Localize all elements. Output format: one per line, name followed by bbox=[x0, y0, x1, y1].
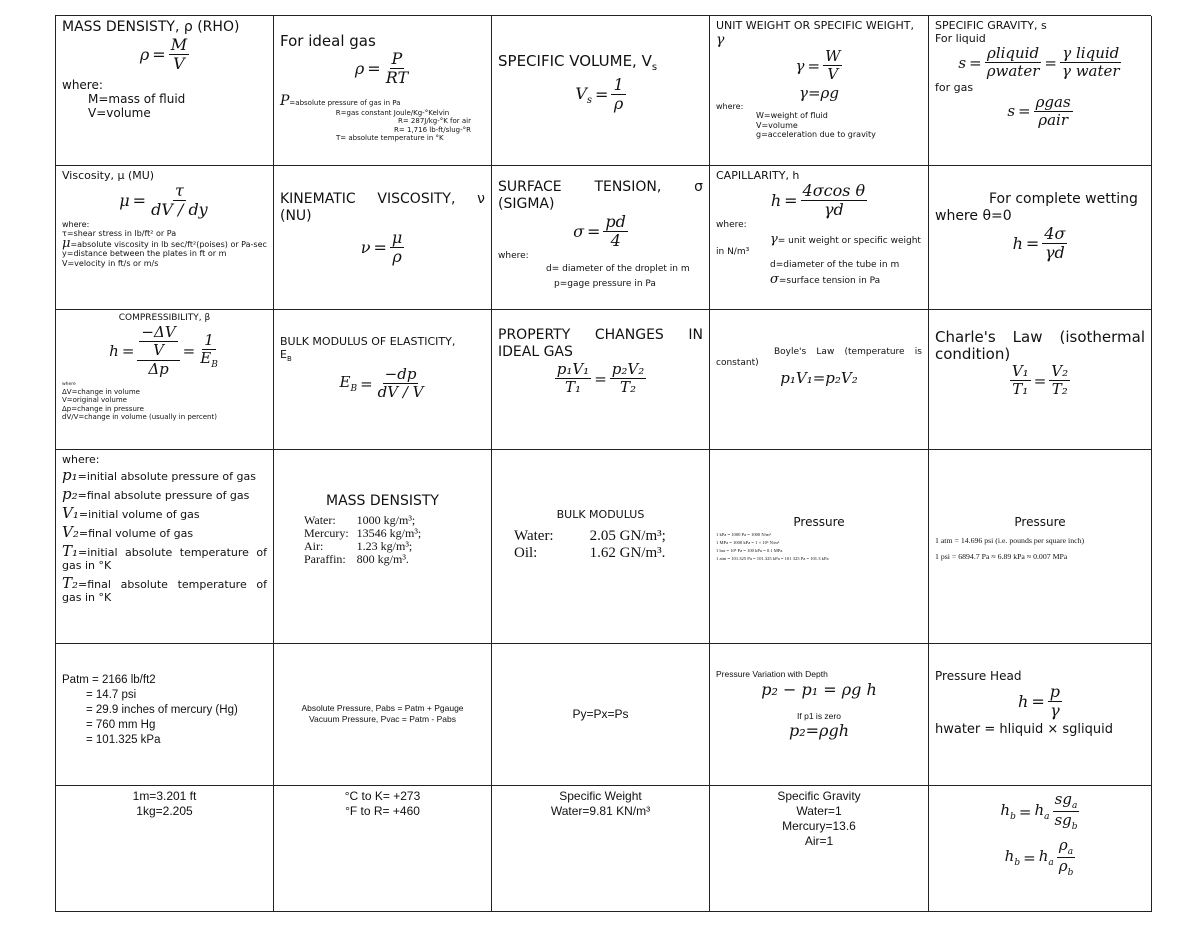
formula-sheet bbox=[55, 15, 1151, 914]
definition: T₂=final absolute temperature of gas in °K bbox=[62, 574, 267, 604]
table-row: Oil: 1.62 GN/m³. bbox=[514, 545, 666, 561]
definition: R=gas constant Joule/Kg-°Kelvin bbox=[335, 108, 450, 117]
formula: $h_b$ = $h_a$ $\frac{sg_a}{sg_b}$ bbox=[1000, 790, 1078, 833]
values-table bbox=[304, 514, 429, 566]
cell-pressure-imperial bbox=[929, 450, 1152, 644]
cell-specific-gravity-values bbox=[710, 786, 929, 912]
formula: $h_b$ = $h_a$ $\frac{\rho_a}{\rho_b}$ bbox=[1004, 835, 1074, 879]
conversion-line: 1kg=2.205 bbox=[136, 804, 193, 818]
note: If p1 is zero bbox=[797, 711, 841, 721]
definition: 1 atm = 101.325 Pa = 101.325 kPa = 101 325 Pa = 101.3 kPa bbox=[716, 556, 829, 561]
pressure-line: = 29.9 inches of mercury (Hg) bbox=[86, 704, 238, 716]
fraction: $\frac{\text{V₁}}{\text{T₁}}$ bbox=[1011, 362, 1029, 399]
formula: μ = $\frac{\tau}{dV / dy}$ bbox=[119, 181, 208, 220]
definition: R= 1,716 lb-ft/slug-°R bbox=[394, 125, 471, 134]
cell-title: BULK MODULUS bbox=[556, 508, 645, 521]
where-label: where: bbox=[62, 219, 90, 229]
definition: V=velocity in ft/s or m/s bbox=[62, 258, 159, 268]
value: Water=9.81 KN/m³ bbox=[550, 804, 651, 818]
value: Mercury=13.6 bbox=[782, 819, 856, 833]
table-row: Mercury: 13546 kg/m³; bbox=[304, 526, 422, 540]
value: Air=1 bbox=[804, 834, 834, 848]
definition: 1 atm = 14.696 psi (i.e. pounds per square inch) bbox=[935, 536, 1085, 545]
cell-title: For ideal gas bbox=[280, 32, 376, 50]
cell-unit-weight bbox=[710, 16, 929, 166]
fraction: $\frac{\text{p₁V₁}}{\text{T₁}}$ bbox=[556, 360, 590, 397]
definition: 1 bar = 10⁵ Pa = 100 kPa = 0.1 MPa bbox=[716, 548, 783, 553]
cell-title: MASS DENSISTY, ρ (RHO) bbox=[62, 19, 240, 35]
label: for gas bbox=[935, 80, 974, 94]
definition: p=gage pressure in Pa bbox=[554, 278, 656, 289]
cell-specific-gravity bbox=[929, 16, 1152, 166]
cell-head-conversion bbox=[929, 786, 1152, 912]
fraction: $\frac{p}{\gamma}$ bbox=[1049, 682, 1060, 721]
definition: d=diameter of the tube in m bbox=[770, 259, 900, 270]
definition: Vacuum Pressure, Pvac = Patm - Pabs bbox=[309, 714, 456, 724]
conversion-line: °F to R= +460 bbox=[345, 804, 420, 818]
cell-title: PROPERTY CHANGES IN IDEAL GAS bbox=[498, 327, 703, 360]
cell-title: Boyle's Law (temperature is constant) bbox=[716, 347, 922, 368]
cell-title: Pressure bbox=[1014, 515, 1066, 529]
cell-bulk-modulus-values bbox=[492, 450, 710, 644]
label: For liquid bbox=[935, 32, 986, 45]
pressure-line: Patm = 2166 lb/ft2 bbox=[62, 674, 156, 686]
formula: s = $\frac{\text{ρliquid}}{\text{ρwater}}$ = $\frac{\text{γ liquid}}{\text{γ water}}$ bbox=[958, 44, 1120, 81]
definition: p₁=initial absolute pressure of gas bbox=[62, 466, 256, 484]
definition: Absolute Pressure, Pabs = Patm + Pgauge bbox=[301, 703, 464, 713]
definition: Δp=change in pressure bbox=[62, 404, 144, 413]
definition: V=original volume bbox=[62, 396, 127, 405]
fraction: $\frac{1}{\rho}$ bbox=[613, 75, 624, 114]
definition: V=volume bbox=[88, 105, 151, 120]
cell-gas-definitions bbox=[56, 450, 274, 644]
cell-capillarity bbox=[710, 166, 929, 310]
formula: $E_B$ = $\frac{-dp}{dV / V}$ bbox=[339, 365, 424, 402]
where-label: where: bbox=[716, 101, 744, 111]
formula-grid bbox=[55, 15, 1151, 912]
pressure-line: = 101.325 kPa bbox=[86, 734, 161, 746]
table-row: Paraffin: 800 kg/m³. bbox=[304, 552, 409, 566]
formula: h = $\frac{\frac{-\Delta V}{V}}{\Delta p}$ = $\frac{1}{E_B}$ bbox=[109, 323, 218, 378]
definition: p₂=final absolute pressure of gas bbox=[62, 485, 250, 503]
cell-title: SPECIFIC VOLUME, $V_s$ bbox=[498, 52, 658, 73]
formula: $V_s$ = $\frac{1}{\rho}$ bbox=[575, 75, 624, 114]
cell-surface-tension bbox=[492, 166, 710, 310]
cell-title: SPECIFIC GRAVITY, s bbox=[935, 19, 1047, 32]
definition: M=mass of fluid bbox=[88, 91, 186, 106]
cell-title-symbol: $E_B$ bbox=[280, 348, 292, 364]
definition: 1 MPa = 1000 kPa = 1 × 10⁶ N/m² bbox=[716, 540, 780, 545]
fraction: $\frac{pd}{4}$ bbox=[605, 212, 626, 251]
formula: $\frac{\text{V₁}}{\text{T₁}}$ = $\frac{\text{V₂}}{\text{T₂}}$ bbox=[1011, 362, 1069, 399]
formula: p₂=ρgh bbox=[788, 721, 849, 740]
cell-charles-law bbox=[929, 310, 1152, 450]
table-row: Air: 1.23 kg/m³; bbox=[304, 539, 413, 553]
fraction: $\frac{\text{p₂V₂}}{\text{T₂}}$ bbox=[611, 360, 645, 397]
definition: V=volume bbox=[756, 120, 798, 130]
fraction: $\frac{W}{V}$ bbox=[825, 47, 841, 84]
equation: Py=Px=Ps bbox=[572, 707, 629, 721]
where-label: where: bbox=[498, 250, 529, 261]
cell-ideal-gas bbox=[274, 16, 492, 166]
table-row: Water: 2.05 GN/m³; bbox=[514, 528, 666, 544]
formula: s = $\frac{\text{ρgas}}{\text{ρair}}$ bbox=[1007, 92, 1071, 129]
cell-specific-volume bbox=[492, 16, 710, 166]
pressure-line: = 760 mm Hg bbox=[86, 719, 156, 731]
formula: h = $\frac{4\sigma}{\gamma d}$ bbox=[1012, 224, 1066, 263]
definition: γ= unit weight or specific weight in N/m³ bbox=[716, 231, 921, 257]
formula: ρ = $\frac{P}{RT}$ bbox=[354, 49, 409, 88]
formula: ν = $\frac{\mu}{\rho}$ bbox=[360, 228, 403, 267]
definition: P=absolute pressure of gas in Pa bbox=[280, 92, 401, 109]
formula: $\frac{\text{p₁V₁}}{\text{T₁}}$ = $\frac{\text{p₂V₂}}{\text{T₂}}$ bbox=[556, 360, 645, 397]
cell-pressure-si bbox=[710, 450, 929, 644]
definition: dV/V=change in volume (usually in percent) bbox=[62, 413, 217, 422]
fraction: $\frac{\text{γ liquid}}{\text{γ water}}$ bbox=[1061, 44, 1120, 81]
table-row: Water: 1000 kg/m³; bbox=[304, 513, 416, 527]
cell-title: BULK MODULUS OF ELASTICITY, bbox=[280, 335, 456, 348]
fraction: $\frac{\text{V₂}}{\text{T₂}}$ bbox=[1051, 362, 1069, 399]
formula: p₂ − p₁ = ρg h bbox=[761, 680, 877, 699]
definition: W=weight of fluid bbox=[756, 111, 828, 120]
definition: d= diameter of the droplet in m bbox=[546, 263, 690, 274]
formula: ρ = $\frac{M}{V}$ bbox=[139, 35, 188, 74]
fraction: $\frac{\text{ρgas}}{\text{ρair}}$ bbox=[1035, 92, 1071, 129]
where-label: where: bbox=[62, 453, 100, 466]
cell-pressure-head bbox=[929, 644, 1152, 786]
fraction: $\frac{\tau}{dV / dy}$ bbox=[151, 181, 208, 220]
cell-title: UNIT WEIGHT OR SPECIFIC WEIGHT, bbox=[716, 19, 914, 32]
cell-title: Viscosity, μ (MU) bbox=[62, 169, 155, 182]
fraction: $\frac{sg_a}{sg_b}$ bbox=[1054, 790, 1078, 833]
definition: 1 kPa = 1000 Pa = 1000 N/m² bbox=[716, 532, 771, 537]
values-table bbox=[514, 528, 674, 562]
fraction: $\frac{\text{ρliquid}}{\text{ρwater}}$ bbox=[986, 44, 1040, 81]
definition: τ=shear stress in lb/ft² or Pa bbox=[62, 229, 177, 239]
formula: γ = $\frac{W}{V}$ bbox=[795, 47, 841, 84]
cell-viscosity bbox=[56, 166, 274, 310]
definition: g=acceleration due to gravity bbox=[756, 130, 876, 139]
cell-unit-conversion bbox=[56, 786, 274, 912]
definition: y=distance between the plates in ft or m bbox=[62, 249, 227, 259]
cell-title: CAPILLARITY, h bbox=[716, 169, 800, 182]
fraction: $\frac{\rho_a}{\rho_b}$ bbox=[1058, 835, 1074, 879]
cell-title: For complete wetting where θ=0 bbox=[935, 191, 1138, 224]
formula: hwater = hliquid × sgliquid bbox=[935, 721, 1114, 737]
definition: σ=surface tension in Pa bbox=[770, 271, 881, 287]
formula: h = $\frac{p}{\gamma}$ bbox=[1018, 682, 1060, 721]
where-label: where bbox=[62, 381, 76, 387]
definition: V₁=initial volume of gas bbox=[62, 504, 200, 522]
cell-pascal-law bbox=[492, 644, 710, 786]
formula: p₁V₁=p₂V₂ bbox=[780, 369, 858, 387]
pressure-line: = 14.7 psi bbox=[86, 689, 137, 701]
cell-temperature-conversion bbox=[274, 786, 492, 912]
cell-kinematic-viscosity bbox=[274, 166, 492, 310]
definition: T= absolute temperature in °K bbox=[336, 134, 444, 143]
label: Specific Gravity bbox=[777, 789, 861, 803]
fraction: $\frac{-dp}{dV / V}$ bbox=[377, 365, 424, 402]
cell-compressibility bbox=[56, 310, 274, 450]
formula: γ=ρg bbox=[799, 83, 839, 102]
definition: T₁=initial absolute temperature of gas in °K bbox=[62, 542, 267, 572]
cell-title: Charle's Law (isothermal condition) bbox=[935, 328, 1145, 363]
fraction: $\frac{M}{V}$ bbox=[170, 35, 188, 74]
formula: σ = $\frac{pd}{4}$ bbox=[573, 212, 626, 251]
fraction: $\frac{\text{4σcos θ}}{\gamma d}$ bbox=[802, 181, 866, 220]
definition: ΔV=change in volume bbox=[62, 387, 140, 396]
cell-title: COMPRESSIBILITY, β bbox=[118, 313, 211, 323]
cell-specific-weight-water bbox=[492, 786, 710, 912]
cell-bulk-modulus-elasticity bbox=[274, 310, 492, 450]
cell-title: Pressure Variation with Depth bbox=[716, 669, 828, 679]
cell-atmospheric-pressure bbox=[56, 644, 274, 786]
cell-title: Pressure Head bbox=[935, 669, 1022, 683]
label: Specific Weight bbox=[559, 789, 642, 803]
conversion-line: 1m=3.201 ft bbox=[132, 789, 197, 803]
cell-title: SURFACE TENSION, σ (SIGMA) bbox=[498, 179, 703, 212]
fraction: $\frac{\mu}{\rho}$ bbox=[391, 228, 403, 267]
cell-property-changes bbox=[492, 310, 710, 450]
conversion-line: °C to K= +273 bbox=[344, 789, 421, 803]
cell-pressure-depth bbox=[710, 644, 929, 786]
cell-title: Pressure bbox=[793, 515, 845, 529]
symbol: γ bbox=[716, 32, 725, 48]
formula: h = $\frac{\text{4σcos θ}}{\gamma d}$ bbox=[770, 181, 866, 220]
where-label: where: bbox=[62, 77, 103, 92]
value: Water=1 bbox=[796, 804, 842, 818]
cell-title: KINEMATIC VISCOSITY, ν (NU) bbox=[280, 191, 485, 224]
definition: V₂=final volume of gas bbox=[62, 523, 194, 541]
cell-title: MASS DENSISTY bbox=[326, 493, 439, 509]
fraction: $\frac{P}{RT}$ bbox=[385, 49, 409, 88]
cell-mass-density-values bbox=[274, 450, 492, 644]
fraction: $\frac{4\sigma}{\gamma d}$ bbox=[1044, 224, 1066, 263]
fraction: $\frac{1}{E_B}$ bbox=[200, 330, 218, 370]
cell-complete-wetting bbox=[929, 166, 1152, 310]
cell-mass-density bbox=[56, 16, 274, 166]
definition: R= 287J/kg-°K for air bbox=[397, 117, 471, 126]
cell-absolute-pressure bbox=[274, 644, 492, 786]
fraction: $\frac{\frac{-\Delta V}{V}}{\Delta p}$ bbox=[137, 324, 179, 378]
where-label: where: bbox=[716, 219, 747, 230]
definition: μ=absolute viscosity in lb sec/ft²(poises) or Pa-sec bbox=[62, 235, 267, 251]
definition: 1 psi = 6894.7 Pa ≈ 6.89 kPa ≈ 0.007 MPa bbox=[935, 552, 1068, 561]
cell-boyles-law bbox=[710, 310, 929, 450]
